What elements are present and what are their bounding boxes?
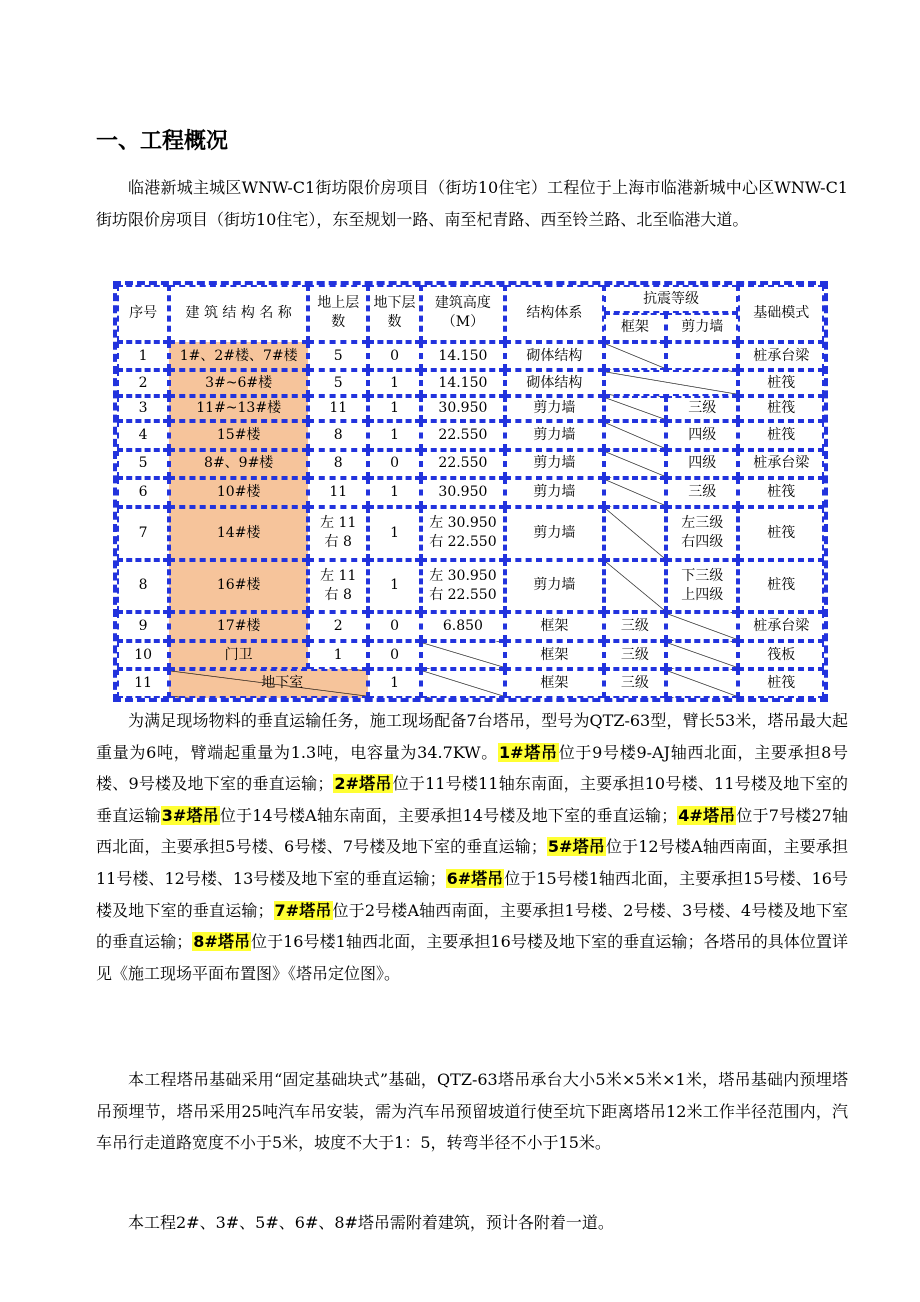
table-row bbox=[117, 612, 824, 640]
crane-8-label: 8#塔吊 bbox=[193, 932, 251, 952]
cell-wall-empty bbox=[666, 612, 738, 640]
cell-structure: 砌体结构 bbox=[505, 370, 604, 395]
cell-below: 0 bbox=[368, 450, 420, 478]
table-row bbox=[117, 641, 824, 669]
above-line-2: 右 8 bbox=[324, 534, 352, 551]
cell-foundation: 桩筏 bbox=[738, 560, 824, 613]
table-row bbox=[117, 342, 824, 370]
cell-foundation: 桩筏 bbox=[738, 478, 824, 506]
header-frame: 框架 bbox=[604, 313, 666, 341]
cell-above bbox=[308, 507, 368, 560]
height-line-2: 右 22.550 bbox=[429, 586, 497, 603]
crane-1-text: 位于9号楼9-AJ轴西北面，主要承担8号楼、9号楼及地下室的垂直运输； bbox=[96, 742, 848, 794]
cell-below: 1 bbox=[368, 370, 420, 395]
crane-2-text: 位于11号楼11轴东南面，主要承担10号楼、11号楼及地下室的垂直运输 bbox=[96, 774, 848, 825]
cell-frame: 三级 bbox=[604, 641, 666, 669]
cell-name: 17#楼 bbox=[169, 612, 308, 640]
cell-name: 14#楼 bbox=[169, 507, 308, 560]
cell-name: 3#~6#楼 bbox=[169, 370, 308, 395]
table-row bbox=[117, 396, 824, 421]
cell-name: 8#、9#楼 bbox=[169, 450, 308, 478]
cell-no: 6 bbox=[117, 478, 169, 506]
cell-structure: 剪力墙 bbox=[505, 478, 604, 506]
table-row bbox=[117, 669, 824, 698]
table-row bbox=[117, 370, 824, 395]
cell-wall: 四级 bbox=[666, 450, 738, 478]
cell-wall: 四级 bbox=[666, 421, 738, 449]
cell-no: 11 bbox=[117, 669, 169, 698]
cell-no: 2 bbox=[117, 370, 169, 395]
cell-frame-empty bbox=[604, 507, 666, 560]
header-no: 序号 bbox=[117, 285, 169, 342]
cell-below: 1 bbox=[368, 478, 420, 506]
cell-foundation: 桩承台梁 bbox=[738, 342, 824, 370]
cell-structure: 剪力墙 bbox=[505, 560, 604, 613]
table-row bbox=[117, 560, 824, 613]
cell-name: 门卫 bbox=[169, 641, 308, 669]
cell-foundation: 筏板 bbox=[738, 641, 824, 669]
wall-line-1: 左三级 bbox=[681, 515, 724, 532]
cell-above: 11 bbox=[308, 478, 368, 506]
height-line-2: 右 22.550 bbox=[429, 534, 497, 551]
cell-above: 1 bbox=[308, 641, 368, 669]
cell-height: 14.150 bbox=[421, 342, 505, 370]
cell-height-empty bbox=[421, 641, 505, 669]
cell-below: 1 bbox=[368, 396, 420, 421]
cell-height: 22.550 bbox=[421, 421, 505, 449]
header-floors-above: 地上层数 bbox=[308, 285, 368, 342]
building-table bbox=[113, 281, 828, 702]
wall-line-1: 下三级 bbox=[681, 567, 724, 584]
cell-above: 5 bbox=[308, 370, 368, 395]
above-line-2: 右 8 bbox=[324, 586, 352, 603]
cell-foundation: 桩承台梁 bbox=[738, 450, 824, 478]
cell-foundation: 桩筏 bbox=[738, 507, 824, 560]
cell-height bbox=[421, 507, 505, 560]
header-height: 建筑高度（M） bbox=[421, 285, 505, 342]
header-foundation: 基础模式 bbox=[738, 285, 824, 342]
section-title: 一、工程概况 bbox=[96, 129, 229, 154]
crane-4-label: 4#塔吊 bbox=[678, 805, 736, 825]
cell-wall bbox=[666, 342, 738, 370]
cell-wall-empty bbox=[666, 669, 738, 698]
table-row bbox=[117, 478, 824, 506]
cell-below: 1 bbox=[368, 669, 420, 698]
foundation-paragraph: 本工程塔吊基础采用“固定基础块式”基础，QTZ-63塔吊承台大小5米×5米×1米，塔吊基础内预埋塔吊预埋节，塔吊采用25吨汽车吊安装，需为汽车吊预留坡道行使至坑下距离塔吊12米工作半径范围内，汽车吊行走道路宽度不小于5米，坡度不大于1：5，转弯半径不小于15米。 bbox=[96, 1070, 848, 1153]
cell-no: 7 bbox=[117, 507, 169, 560]
cell-height: 30.950 bbox=[421, 478, 505, 506]
crane-3-text: 位于14号楼A轴东南面，主要承担14号楼及地下室的垂直运输； bbox=[219, 805, 678, 825]
cell-height bbox=[421, 560, 505, 613]
above-line-1: 左 11 bbox=[320, 567, 357, 584]
cell-no: 4 bbox=[117, 421, 169, 449]
cell-above: 8 bbox=[308, 450, 368, 478]
cell-above: 5 bbox=[308, 342, 368, 370]
cell-frame-empty bbox=[604, 560, 666, 613]
cell-foundation: 桩筏 bbox=[738, 396, 824, 421]
header-name: 建 筑 结 构 名 称 bbox=[169, 285, 308, 342]
crane-paragraph bbox=[96, 705, 848, 989]
cell-wall: 三级 bbox=[666, 396, 738, 421]
crane-3-label: 3#塔吊 bbox=[161, 805, 219, 825]
cell-no: 5 bbox=[117, 450, 169, 478]
cell-below: 0 bbox=[368, 612, 420, 640]
cell-above: 8 bbox=[308, 421, 368, 449]
cell-name: 10#楼 bbox=[169, 478, 308, 506]
cell-structure: 剪力墙 bbox=[505, 507, 604, 560]
cell-frame-empty bbox=[604, 478, 666, 506]
cell-no: 8 bbox=[117, 560, 169, 613]
cell-wall-empty bbox=[666, 641, 738, 669]
wall-line-2: 上四级 bbox=[681, 586, 724, 603]
cell-name: 地下室 bbox=[169, 669, 368, 698]
header-seismic: 抗震等级 bbox=[604, 285, 739, 313]
cell-height: 30.950 bbox=[421, 396, 505, 421]
table-row bbox=[117, 450, 824, 478]
cell-wall bbox=[666, 507, 738, 560]
crane-2-label: 2#塔吊 bbox=[334, 774, 392, 794]
cell-wall: 三级 bbox=[666, 478, 738, 506]
height-line-1: 左 30.950 bbox=[429, 567, 497, 584]
crane-4-text: 位于7号楼27轴西北面，主要承担5号楼、6号楼、7号楼及地下室的垂直运输； bbox=[96, 805, 848, 857]
cell-below: 1 bbox=[368, 507, 420, 560]
crane-intro: 为满足现场物料的垂直运输任务，施工现场配备7台塔吊，型号为QTZ-63型，臂长53米，塔吊最大起重量为6吨，臂端起重量为1.3吨，电容量为34.7KW。 bbox=[96, 711, 848, 762]
cell-structure: 框架 bbox=[505, 612, 604, 640]
cell-no: 9 bbox=[117, 612, 169, 640]
height-line-1: 左 30.950 bbox=[429, 515, 497, 532]
header-floors-below: 地下层数 bbox=[368, 285, 420, 342]
cell-foundation: 桩承台梁 bbox=[738, 612, 824, 640]
cell-no: 10 bbox=[117, 641, 169, 669]
cell-name: 1#、2#楼、7#楼 bbox=[169, 342, 308, 370]
cell-height: 14.150 bbox=[421, 370, 505, 395]
cell-structure: 剪力墙 bbox=[505, 421, 604, 449]
crane-6-text: 位于15号楼1轴西北面，主要承担15号楼、16号楼及地下室的垂直运输； bbox=[96, 868, 848, 920]
cell-foundation: 桩筏 bbox=[738, 669, 824, 698]
crane-6-label: 6#塔吊 bbox=[446, 868, 504, 888]
table-row bbox=[117, 507, 824, 560]
cell-no: 1 bbox=[117, 342, 169, 370]
cell-foundation: 桩筏 bbox=[738, 421, 824, 449]
cell-above bbox=[308, 560, 368, 613]
cell-below: 0 bbox=[368, 342, 420, 370]
cell-name: 16#楼 bbox=[169, 560, 308, 613]
cell-below: 0 bbox=[368, 641, 420, 669]
intro-paragraph: 临港新城主城区WNW-C1街坊限价房项目（街坊10住宅）工程位于上海市临港新城中心区WNW-C1街坊限价房项目（街坊10住宅），东至规划一路、南至杞青路、西至铃兰路、北至临港大道。 bbox=[96, 178, 848, 229]
cell-frame: 三级 bbox=[604, 612, 666, 640]
cell-structure: 框架 bbox=[505, 669, 604, 698]
cell-height-empty bbox=[421, 669, 505, 698]
cell-frame-empty bbox=[604, 342, 666, 370]
attachment-paragraph: 本工程2#、3#、5#、6#、8#塔吊需附着建筑，预计各附着一道。 bbox=[128, 1213, 614, 1232]
cell-height: 6.850 bbox=[421, 612, 505, 640]
crane-1-label: 1#塔吊 bbox=[499, 742, 558, 762]
cell-above: 11 bbox=[308, 396, 368, 421]
cell-seismic-empty bbox=[604, 370, 739, 395]
cell-name: 15#楼 bbox=[169, 421, 308, 449]
header-row bbox=[117, 285, 824, 313]
cell-structure: 砌体结构 bbox=[505, 342, 604, 370]
cell-structure: 剪力墙 bbox=[505, 450, 604, 478]
crane-7-text: 位于2号楼A轴西南面，主要承担1号楼、2号楼、3号楼、4号楼及地下室的垂直运输； bbox=[96, 900, 848, 952]
crane-5-text: 位于12号楼A轴西南面，主要承担11号楼、12号楼、13号楼及地下室的垂直运输； bbox=[96, 837, 848, 888]
cell-name: 11#~13#楼 bbox=[169, 396, 308, 421]
cell-structure: 剪力墙 bbox=[505, 396, 604, 421]
cell-frame-empty bbox=[604, 421, 666, 449]
crane-8-text: 位于16号楼1轴西北面，主要承担16号楼及地下室的垂直运输；各塔吊的具体位置详见《施工现场平面布置图》《塔吊定位图》。 bbox=[96, 932, 848, 983]
cell-frame: 三级 bbox=[604, 669, 666, 698]
header-shear-wall: 剪力墙 bbox=[666, 313, 738, 341]
cell-height: 22.550 bbox=[421, 450, 505, 478]
cell-frame-empty bbox=[604, 396, 666, 421]
cell-foundation: 桩筏 bbox=[738, 370, 824, 395]
crane-7-label: 7#塔吊 bbox=[274, 900, 332, 920]
header-structure: 结构体系 bbox=[505, 285, 604, 342]
cell-wall bbox=[666, 560, 738, 613]
cell-below: 1 bbox=[368, 560, 420, 613]
cell-structure: 框架 bbox=[505, 641, 604, 669]
cell-no: 3 bbox=[117, 396, 169, 421]
cell-above: 2 bbox=[308, 612, 368, 640]
above-line-1: 左 11 bbox=[320, 515, 357, 532]
cell-frame-empty bbox=[604, 450, 666, 478]
crane-5-label: 5#塔吊 bbox=[547, 837, 605, 857]
wall-line-2: 右四级 bbox=[681, 534, 724, 551]
table-row bbox=[117, 421, 824, 449]
cell-below: 1 bbox=[368, 421, 420, 449]
